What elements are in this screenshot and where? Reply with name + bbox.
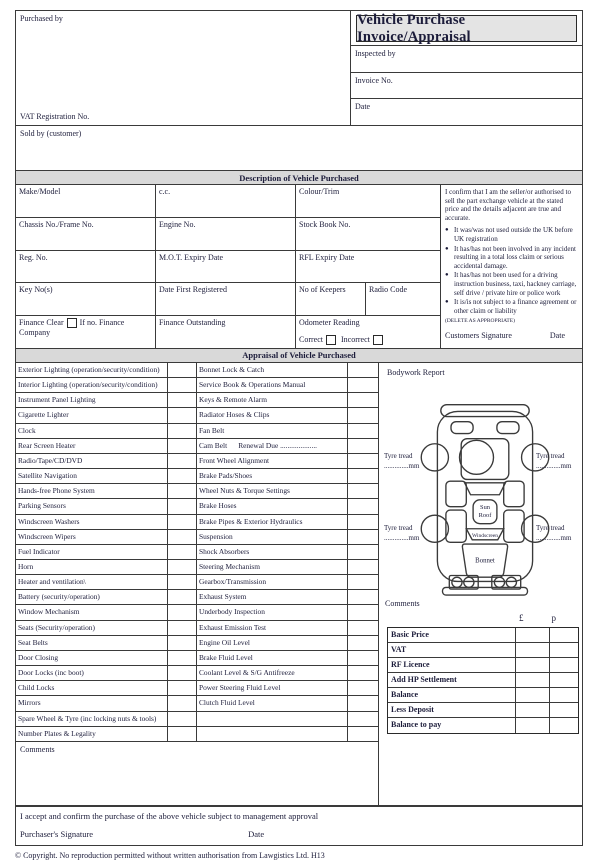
price-table-row	[388, 628, 578, 643]
make-model-label: Make/Model	[19, 187, 61, 196]
appraisal-right-item-label: Front Wheel Alignment	[197, 454, 348, 469]
appraisal-right-item-label: Service Book & Operations Manual	[197, 378, 348, 393]
price-row-label: Less Deposit	[388, 703, 516, 717]
appraisal-right-check-cell[interactable]	[348, 454, 378, 469]
appraisal-right-check-cell[interactable]	[348, 363, 378, 378]
odometer-label: Odometer Reading	[299, 318, 360, 328]
appraisal-left-check-cell[interactable]	[168, 696, 197, 711]
appraisal-right-check-cell[interactable]	[348, 621, 378, 636]
appraisal-right-item-label: Brake Hoses	[197, 499, 348, 514]
stock-book-field[interactable]	[296, 218, 441, 251]
car-top-view-drawing	[417, 387, 553, 611]
description-section-header: Description of Vehicle Purchased	[16, 171, 582, 185]
appraisal-right-item-label: Wheel Nuts & Torque Settings	[197, 484, 348, 499]
appraisal-left-item-label: Child Locks	[16, 681, 168, 696]
inspected-by-field[interactable]	[351, 45, 582, 72]
price-pounds-cell[interactable]	[516, 718, 550, 733]
appraisal-right-item-label: Clutch Fluid Level	[197, 696, 348, 711]
appraisal-comments-label: Comments	[20, 744, 55, 754]
appraisal-left-item-label: Cigarette Lighter	[16, 408, 168, 423]
reg-no-label: Reg. No.	[19, 252, 48, 262]
appraisal-left-check-cell[interactable]	[168, 515, 197, 530]
appraisal-right-item-label: Suspension	[197, 530, 348, 545]
appraisal-left-check-cell[interactable]	[168, 575, 197, 590]
appraisal-left-check-cell[interactable]	[168, 666, 197, 681]
appraisal-left-item-label: Exterior Lighting (operation/security/condition)	[16, 363, 168, 378]
finance-clear-label: Finance Clear	[19, 318, 64, 328]
appraisal-right-check-cell[interactable]	[348, 575, 378, 590]
mot-expiry-field[interactable]	[156, 251, 296, 284]
appraisal-right-check-cell[interactable]	[348, 515, 378, 530]
description-table	[16, 185, 582, 349]
bodywork-report-title: Bodywork Report	[387, 367, 445, 377]
appraisal-left-item-label: Rear Screen Heater	[16, 439, 168, 454]
odometer-incorrect-label: Incorrect	[341, 334, 370, 344]
price-pence-cell[interactable]	[550, 703, 578, 717]
colour-trim-label: Colour/Trim	[299, 187, 340, 196]
appraisal-left-check-cell[interactable]	[168, 484, 197, 499]
appraisal-right-check-cell[interactable]	[348, 530, 378, 545]
odometer-correct-checkbox[interactable]	[326, 335, 336, 345]
appraisal-right-check-cell[interactable]	[348, 605, 378, 620]
seller-confirmation-panel	[441, 185, 582, 349]
appraisal-left-check-cell[interactable]	[168, 651, 197, 666]
radio-code-field[interactable]	[366, 283, 440, 315]
confirmation-bullet: ● It was/was not used outside the UK before UK registration	[445, 226, 578, 243]
confirmation-bullet: ● It has/has not been used for a driving instruction business, taxi, hackney carriage, self drive / private hire or police work	[445, 271, 578, 297]
make-model-field[interactable]	[16, 185, 156, 218]
bodywork-comments-label[interactable]: Comments	[385, 598, 420, 608]
rfl-expiry-label: RFL Expiry Date	[299, 252, 355, 262]
appraisal-right-check-cell[interactable]	[348, 636, 378, 651]
customers-signature-date-label[interactable]: Date	[549, 331, 565, 341]
form-page	[15, 10, 583, 846]
price-pence-cell[interactable]	[550, 718, 578, 733]
price-pounds-cell[interactable]	[516, 688, 550, 702]
appraisal-right-item-label: Shock Absorbers	[197, 545, 348, 560]
invoice-no-field[interactable]	[351, 72, 582, 99]
tyre-tread-rear-right[interactable]	[536, 523, 582, 543]
appraisal-left-check-cell[interactable]	[168, 424, 197, 439]
colour-trim-field[interactable]	[296, 185, 441, 218]
odometer-incorrect-checkbox[interactable]	[373, 335, 383, 345]
appraisal-right-check-cell[interactable]	[348, 378, 378, 393]
appraisal-right-item-label: Underbody Inspection	[197, 605, 348, 620]
appraisal-right-check-cell[interactable]	[348, 727, 378, 742]
if-no-finance-label: If no. Finance Company	[19, 318, 125, 338]
appraisal-right-item-label: Keys & Remote Alarm	[197, 393, 348, 408]
appraisal-right-check-cell[interactable]	[348, 651, 378, 666]
appraisal-left-item-label: Clock	[16, 424, 168, 439]
appraisal-right-check-cell[interactable]	[348, 499, 378, 514]
no-of-keepers-field[interactable]	[296, 283, 366, 315]
appraisal-left-check-cell[interactable]	[168, 530, 197, 545]
price-table-row	[388, 718, 578, 733]
appraisal-right-item-label	[197, 712, 348, 727]
date-label: Date	[355, 102, 371, 112]
finance-clear-field	[16, 316, 156, 349]
inspected-by-label: Inspected by	[355, 49, 396, 58]
tyre-tread-unit: ..............mm	[536, 533, 572, 542]
appraisal-left-item-label: Radio/Tape/CD/DVD	[16, 454, 168, 469]
tyre-tread-unit: ..............mm	[384, 533, 420, 542]
appraisal-section-header: Appraisal of Vehicle Purchased	[16, 349, 582, 363]
tyre-tread-label: Tyre tread	[536, 451, 565, 460]
appraisal-left-check-cell[interactable]	[168, 439, 197, 454]
appraisal-right-item-label: Fan Belt	[197, 424, 348, 439]
purchaser-date-label[interactable]: Date	[248, 829, 265, 839]
form-title: Vehicle Purchase Invoice/Appraisal	[356, 15, 577, 42]
price-pounds-cell[interactable]	[516, 658, 550, 672]
price-row-label: Add HP Settlement	[388, 673, 516, 687]
windscreen-label: Windscreen	[471, 533, 499, 540]
appraisal-left-item-label: Spare Wheel & Tyre (inc locking nuts & tools)	[16, 712, 168, 727]
price-row-label: Balance	[388, 688, 516, 702]
radio-code-label: Radio Code	[369, 285, 407, 295]
appraisal-left-item-label: Seats (Security/operation)	[16, 621, 168, 636]
tyre-tread-label: Tyre tread	[384, 523, 413, 532]
price-pence-cell[interactable]	[550, 628, 578, 642]
price-pence-cell[interactable]	[550, 643, 578, 657]
finance-outstanding-field[interactable]	[156, 316, 296, 349]
appraisal-left-check-cell[interactable]	[168, 621, 197, 636]
appraisal-left-item-label: Windscreen Wipers	[16, 530, 168, 545]
chassis-label: Chassis No./Frame No.	[19, 219, 94, 229]
price-table-row	[388, 688, 578, 703]
cc-field[interactable]	[156, 185, 296, 218]
purchased-by-box[interactable]	[16, 11, 351, 125]
appraisal-right-check-cell[interactable]	[348, 712, 378, 727]
confirmation-bullets	[445, 226, 578, 316]
price-table-row	[388, 703, 578, 718]
appraisal-left-check-cell[interactable]	[168, 469, 197, 484]
appraisal-right-item-label	[197, 727, 348, 742]
reg-no-field[interactable]	[16, 251, 156, 284]
bonnet-label: Bonnet	[475, 557, 495, 565]
chassis-field[interactable]	[16, 218, 156, 251]
price-row-label: RF Licence	[388, 658, 516, 672]
appraisal-left-item-label: Number Plates & Legality	[16, 727, 168, 742]
tyre-tread-front-right[interactable]	[536, 451, 582, 471]
confirmation-bullet: ● It is/is not subject to a finance agreement or other claim or liability	[445, 298, 578, 315]
invoice-no-label: Invoice No.	[355, 75, 393, 85]
price-row-label: Balance to pay	[388, 718, 516, 733]
appraisal-left-item-label: Interior Lighting (operation/security/condition)	[16, 378, 168, 393]
appraisal-left-item-label: Satellite Navigation	[16, 469, 168, 484]
appraisal-left-item-label: Door Locks (inc boot)	[16, 666, 168, 681]
engine-no-label: Engine No.	[159, 219, 196, 229]
appraisal-left-item-label: Hands-free Phone System	[16, 484, 168, 499]
appraisal-left-item-label: Horn	[16, 560, 168, 575]
appraisal-left-check-cell[interactable]	[168, 378, 197, 393]
appraisal-right-item-label: Brake Pipes & Exterior Hydraulics	[197, 515, 348, 530]
stock-book-label: Stock Book No.	[299, 219, 351, 229]
acceptance-statement: I accept and confirm the purchase of the above vehicle subject to management approval	[20, 811, 319, 821]
appraisal-left-check-cell[interactable]	[168, 727, 197, 742]
appraisal-left-item-label: Instrument Panel Lighting	[16, 393, 168, 408]
appraisal-left-item-label: Window Mechanism	[16, 605, 168, 620]
appraisal-left-check-cell[interactable]	[168, 408, 197, 423]
appraisal-right-check-cell[interactable]	[348, 408, 378, 423]
appraisal-right-item-label: Radiator Hoses & Clips	[197, 408, 348, 423]
appraisal-right-check-cell[interactable]	[348, 681, 378, 696]
tyre-tread-front-left[interactable]	[384, 451, 430, 471]
customers-signature-label[interactable]: Customers Signature	[445, 331, 512, 341]
tyre-tread-rear-left[interactable]	[384, 523, 430, 543]
appraisal-right-item-label: Bonnet Lock & Catch	[197, 363, 348, 378]
tyre-tread-unit: ..............mm	[384, 461, 420, 470]
appraisal-left-item-label: Fuel Indicator	[16, 545, 168, 560]
keepers-radio-cell	[296, 283, 441, 316]
key-nos-label: Key No(s)	[19, 285, 53, 295]
sun-roof-label-line2: Roof	[478, 511, 492, 519]
pence-header: p	[551, 612, 556, 623]
cc-label: c.c.	[159, 187, 171, 196]
appraisal-left-item-label: Parking Sensors	[16, 499, 168, 514]
appraisal-left-item-label: Windscreen Washers	[16, 515, 168, 530]
appraisal-left-check-cell[interactable]	[168, 363, 197, 378]
mot-expiry-label: M.O.T. Expiry Date	[159, 252, 224, 262]
odometer-field	[296, 316, 441, 349]
appraisal-left-check-cell[interactable]	[168, 712, 197, 727]
price-table-row	[388, 658, 578, 673]
appraisal-left-item-label: Seat Belts	[16, 636, 168, 651]
appraisal-right-check-cell[interactable]	[348, 393, 378, 408]
appraisal-right-item-label: Exhaust System	[197, 590, 348, 605]
delete-as-appropriate-note: (DELETE AS APPROPRIATE)	[445, 318, 515, 325]
appraisal-grid	[16, 363, 378, 742]
appraisal-left-check-cell[interactable]	[168, 393, 197, 408]
sold-by-field[interactable]	[16, 126, 582, 171]
price-row-label: VAT	[388, 643, 516, 657]
odometer-correct-label: Correct	[299, 334, 323, 344]
bodywork-panel	[378, 363, 584, 807]
finance-outstanding-label: Finance Outstanding	[159, 318, 226, 328]
appraisal-comments-box[interactable]	[16, 742, 378, 807]
purchased-by-label: Purchased by	[20, 14, 63, 23]
appraisal-left-item-label: Heater and ventilation\	[16, 575, 168, 590]
appraisal-left-check-cell[interactable]	[168, 681, 197, 696]
engine-no-field[interactable]	[156, 218, 296, 251]
appraisal-right-check-cell[interactable]	[348, 424, 378, 439]
appraisal-right-check-cell[interactable]	[348, 666, 378, 681]
appraisal-left-item-label: Mirrors	[16, 696, 168, 711]
appraisal-right-check-cell[interactable]	[348, 484, 378, 499]
appraisal-right-item-label: Power Steering Fluid Level	[197, 681, 348, 696]
no-of-keepers-label: No of Keepers	[299, 285, 346, 295]
confirmation-intro: I confirm that I am the seller/or authorised to sell the part exchange vehicle at the stated price and the details adjacent are true and accurate.	[445, 188, 571, 222]
copyright-notice: © Copyright. No reproduction permitted without written authorisation from Lawgistics Ltd. H13	[15, 851, 325, 860]
appraisal-left-check-cell[interactable]	[168, 499, 197, 514]
appraisal-left-check-cell[interactable]	[168, 590, 197, 605]
acceptance-box	[16, 805, 582, 845]
price-pounds-cell[interactable]	[516, 673, 550, 687]
appraisal-right-item-label: Brake Fluid Level	[197, 651, 348, 666]
price-pounds-cell[interactable]	[516, 643, 550, 657]
price-pence-cell[interactable]	[550, 658, 578, 672]
price-pence-cell[interactable]	[550, 673, 578, 687]
appraisal-left-check-cell[interactable]	[168, 636, 197, 651]
price-table-currency-header	[387, 613, 579, 623]
header-section	[16, 11, 582, 126]
price-table	[387, 627, 579, 734]
rfl-expiry-field[interactable]	[296, 251, 441, 284]
price-pounds-cell[interactable]	[516, 628, 550, 642]
date-first-registered-label: Date First Registered	[159, 285, 227, 295]
appraisal-right-check-cell[interactable]	[348, 545, 378, 560]
car-diagram[interactable]	[417, 387, 553, 611]
appraisal-right-item-label: Cam Belt Renewal Due ....................	[197, 439, 348, 454]
appraisal-right-check-cell[interactable]	[348, 696, 378, 711]
appraisal-right-item-label: Coolant Level & S/G Antifreeze	[197, 666, 348, 681]
vat-registration-label: VAT Registration No.	[20, 112, 90, 121]
header-right	[351, 11, 582, 125]
appraisal-left-check-cell[interactable]	[168, 454, 197, 469]
price-table-row	[388, 643, 578, 658]
appraisal-right-item-label: Gearbox/Transmission	[197, 575, 348, 590]
price-pence-cell[interactable]	[550, 688, 578, 702]
sun-roof-label-line1: Sun	[480, 504, 490, 512]
finance-clear-checkbox[interactable]	[67, 318, 77, 328]
appraisal-right-item-label: Engine Oil Level	[197, 636, 348, 651]
appraisal-left-item-label: Battery (security/operation)	[16, 590, 168, 605]
tyre-tread-label: Tyre tread	[536, 523, 565, 532]
tyre-tread-label: Tyre tread	[384, 451, 413, 460]
appraisal-left-item-label: Door Closing	[16, 651, 168, 666]
appraisal-right-item-label: Brake Pads/Shoes	[197, 469, 348, 484]
appraisal-right-check-cell[interactable]	[348, 560, 378, 575]
appraisal-left-check-cell[interactable]	[168, 560, 197, 575]
price-table-row	[388, 673, 578, 688]
pounds-header: £	[519, 612, 524, 623]
appraisal-right-item-label: Exhaust Emission Test	[197, 621, 348, 636]
date-first-registered-field[interactable]	[156, 283, 296, 316]
tyre-tread-unit: ..............mm	[536, 461, 572, 470]
appraisal-right-item-label: Steering Mechanism	[197, 560, 348, 575]
date-field[interactable]	[351, 98, 582, 125]
appraisal-right-check-cell[interactable]	[348, 439, 378, 454]
appraisal-left-check-cell[interactable]	[168, 545, 197, 560]
purchaser-signature-label[interactable]: Purchaser's Signature	[20, 829, 94, 839]
appraisal-right-check-cell[interactable]	[348, 469, 378, 484]
appraisal-area	[16, 363, 582, 807]
price-row-label: Basic Price	[388, 628, 516, 642]
appraisal-right-check-cell[interactable]	[348, 590, 378, 605]
sold-by-label: Sold by (customer)	[20, 129, 82, 138]
appraisal-left-check-cell[interactable]	[168, 605, 197, 620]
confirmation-bullet: ● It has/has not been involved in any incident resulting in a total loss claim or serious accidental damage.	[445, 245, 578, 271]
price-pounds-cell[interactable]	[516, 703, 550, 717]
key-nos-field[interactable]	[16, 283, 156, 316]
